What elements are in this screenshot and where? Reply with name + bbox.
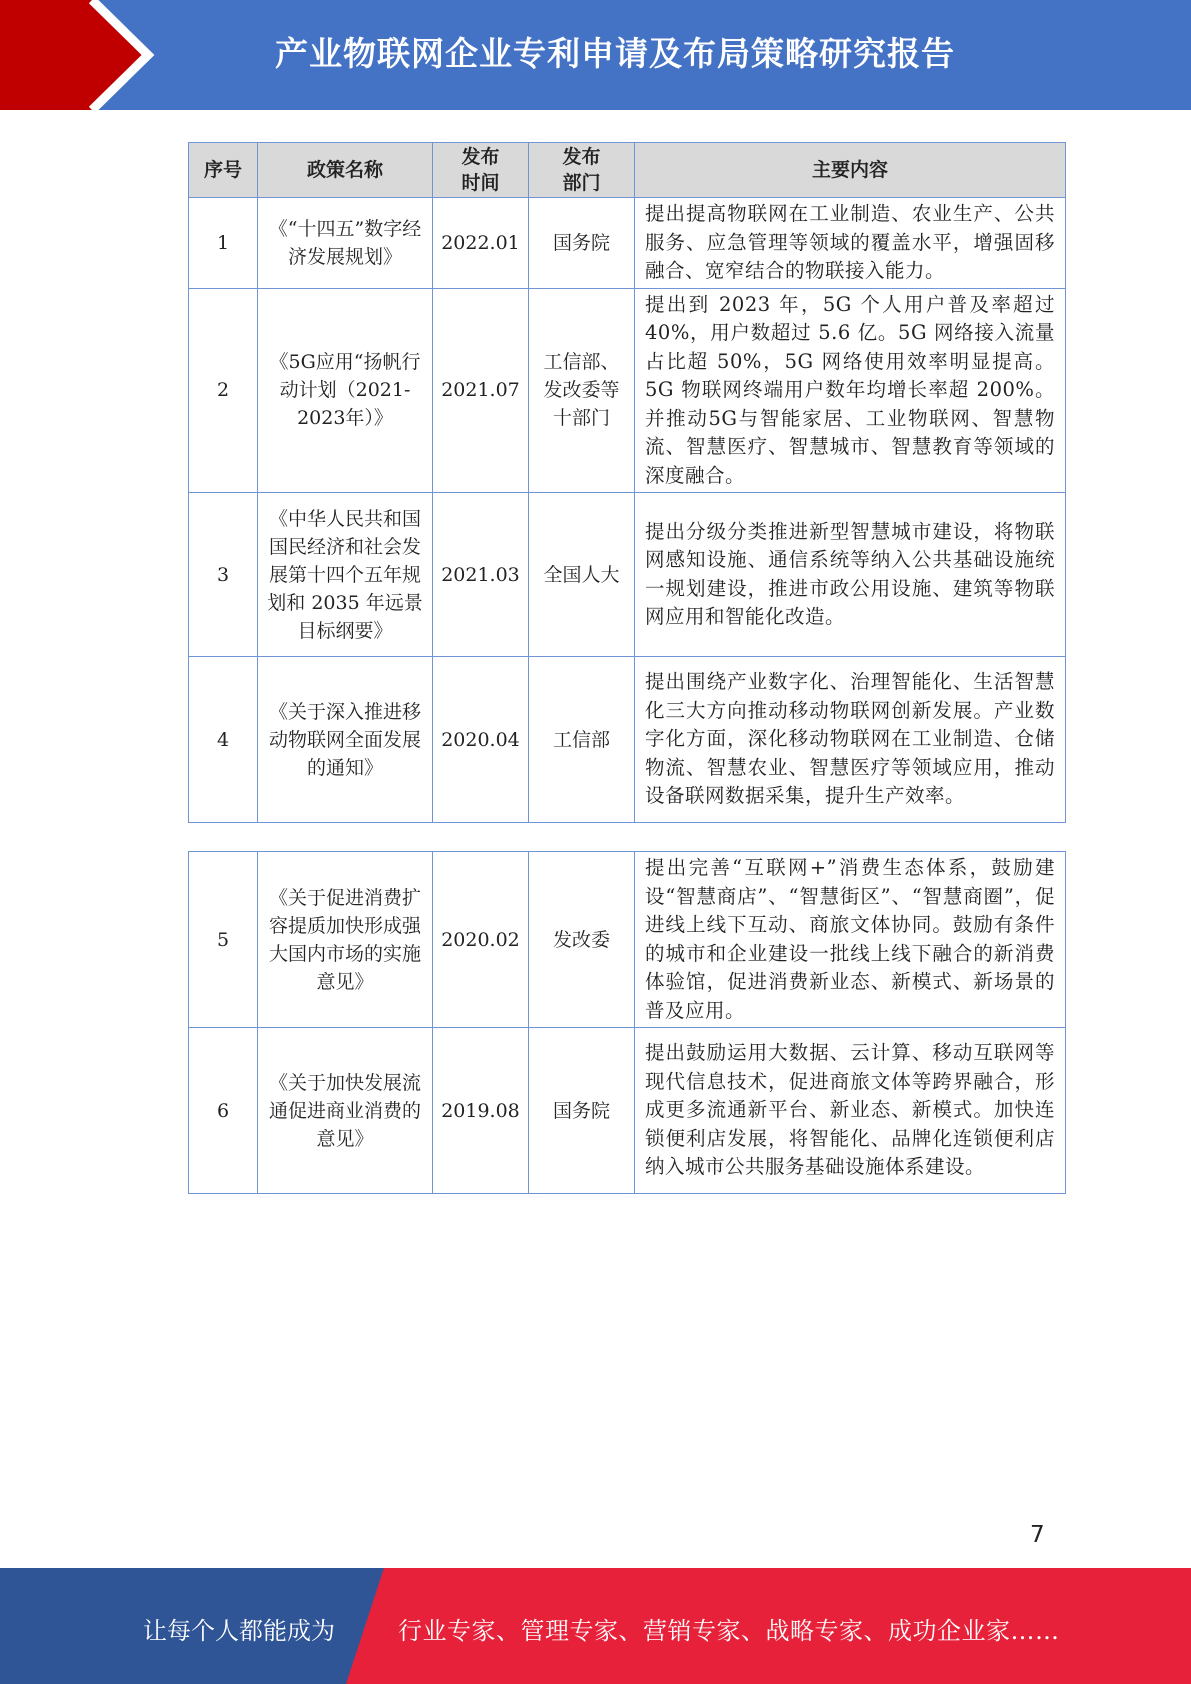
table-row bbox=[189, 198, 1066, 289]
policy-name: 《中华人民共和国国民经济和社会发展第十四个五年规划和 2035 年远景目标纲要》 bbox=[258, 493, 433, 657]
publish-dept: 工信部、发改委等十部门 bbox=[529, 288, 635, 493]
publish-date: 2022.01 bbox=[433, 198, 529, 289]
policy-name: 《“十四五”数字经济发展规划》 bbox=[258, 198, 433, 289]
col-header-name: 政策名称 bbox=[258, 143, 433, 198]
policy-name: 《5G应用“扬帆行动计划（2021-2023年）》 bbox=[258, 288, 433, 493]
footer-slogan-right: 行业专家、管理专家、营销专家、战略专家、成功企业家…… bbox=[398, 1617, 1060, 1645]
policy-content: 提出鼓励运用大数据、云计算、移动互联网等现代信息技术，促进商旅文体等跨界融合，形成更多流通新平台、新业态、新模式。加快连锁便利店发展，将智能化、品牌化连锁便利店纳入城市公共服务基础设施体系建设。 bbox=[635, 1028, 1066, 1194]
policy-content: 提出提高物联网在工业制造、农业生产、公共服务、应急管理等领域的覆盖水平，增强固移融合、宽窄结合的物联接入能力。 bbox=[635, 198, 1066, 289]
publish-date: 2021.07 bbox=[433, 288, 529, 493]
policy-content: 提出完善“互联网+”消费生态体系，鼓励建设“智慧商店”、“智慧街区”、“智慧商圈”，促进线上线下互动、商旅文体协同。鼓励有条件的城市和企业建设一批线上线下融合的新消费体验馆，促进消费新业态、新模式、新场景的普及应用。 bbox=[635, 852, 1066, 1028]
row-no: 6 bbox=[189, 1028, 258, 1194]
publish-dept: 国务院 bbox=[529, 1028, 635, 1194]
footer-slogan-left: 让每个人都能成为 bbox=[143, 1617, 335, 1645]
publish-date: 2020.02 bbox=[433, 852, 529, 1028]
table-header-row bbox=[189, 143, 1066, 198]
row-no: 3 bbox=[189, 493, 258, 657]
row-no: 4 bbox=[189, 657, 258, 823]
table-row bbox=[189, 852, 1066, 1028]
table-row bbox=[189, 1028, 1066, 1194]
policy-name: 《关于促进消费扩容提质加快形成强大国内市场的实施意见》 bbox=[258, 852, 433, 1028]
publish-dept: 发改委 bbox=[529, 852, 635, 1028]
publish-date: 2021.03 bbox=[433, 493, 529, 657]
report-title: 产业物联网企业专利申请及布局策略研究报告 bbox=[275, 34, 955, 73]
table-row bbox=[189, 657, 1066, 823]
policy-table-part1 bbox=[188, 142, 1066, 823]
header-banner bbox=[0, 0, 1191, 110]
table-row bbox=[189, 288, 1066, 493]
page-number: 7 bbox=[1030, 1522, 1045, 1548]
policy-table-part2 bbox=[188, 851, 1066, 1194]
policy-content: 提出围绕产业数字化、治理智能化、生活智慧化三大方向推动移动物联网创新发展。产业数字化方面，深化移动物联网在工业制造、仓储物流、智慧农业、智慧医疗等领域应用，推动设备联网数据采集，提升生产效率。 bbox=[635, 657, 1066, 823]
col-header-dept: 发布 部门 bbox=[529, 143, 635, 198]
publish-dept: 全国人大 bbox=[529, 493, 635, 657]
col-header-content: 主要内容 bbox=[635, 143, 1066, 198]
publish-dept: 工信部 bbox=[529, 657, 635, 823]
publish-date: 2019.08 bbox=[433, 1028, 529, 1194]
row-no: 1 bbox=[189, 198, 258, 289]
col-header-no: 序号 bbox=[189, 143, 258, 198]
table-row bbox=[189, 493, 1066, 657]
policy-name: 《关于深入推进移动物联网全面发展的通知》 bbox=[258, 657, 433, 823]
publish-dept: 国务院 bbox=[529, 198, 635, 289]
policy-content: 提出分级分类推进新型智慧城市建设，将物联网感知设施、通信系统等纳入公共基础设施统一规划建设，推进市政公用设施、建筑等物联网应用和智能化改造。 bbox=[635, 493, 1066, 657]
col-header-date: 发布 时间 bbox=[433, 143, 529, 198]
policy-name: 《关于加快发展流通促进商业消费的意见》 bbox=[258, 1028, 433, 1194]
row-no: 5 bbox=[189, 852, 258, 1028]
footer-banner bbox=[0, 1568, 1191, 1684]
publish-date: 2020.04 bbox=[433, 657, 529, 823]
policy-content: 提出到 2023 年，5G 个人用户普及率超过 40%，用户数超过 5.6 亿。5G 网络接入流量占比超 50%，5G 网络使用效率明显提高。5G 物联网终端用户数年均增长率超 200%。并推动5G与智能家居、工业物联网、智慧物流、智慧医疗、智慧城市、智慧教育等领域的深度融合。 bbox=[635, 288, 1066, 493]
row-no: 2 bbox=[189, 288, 258, 493]
